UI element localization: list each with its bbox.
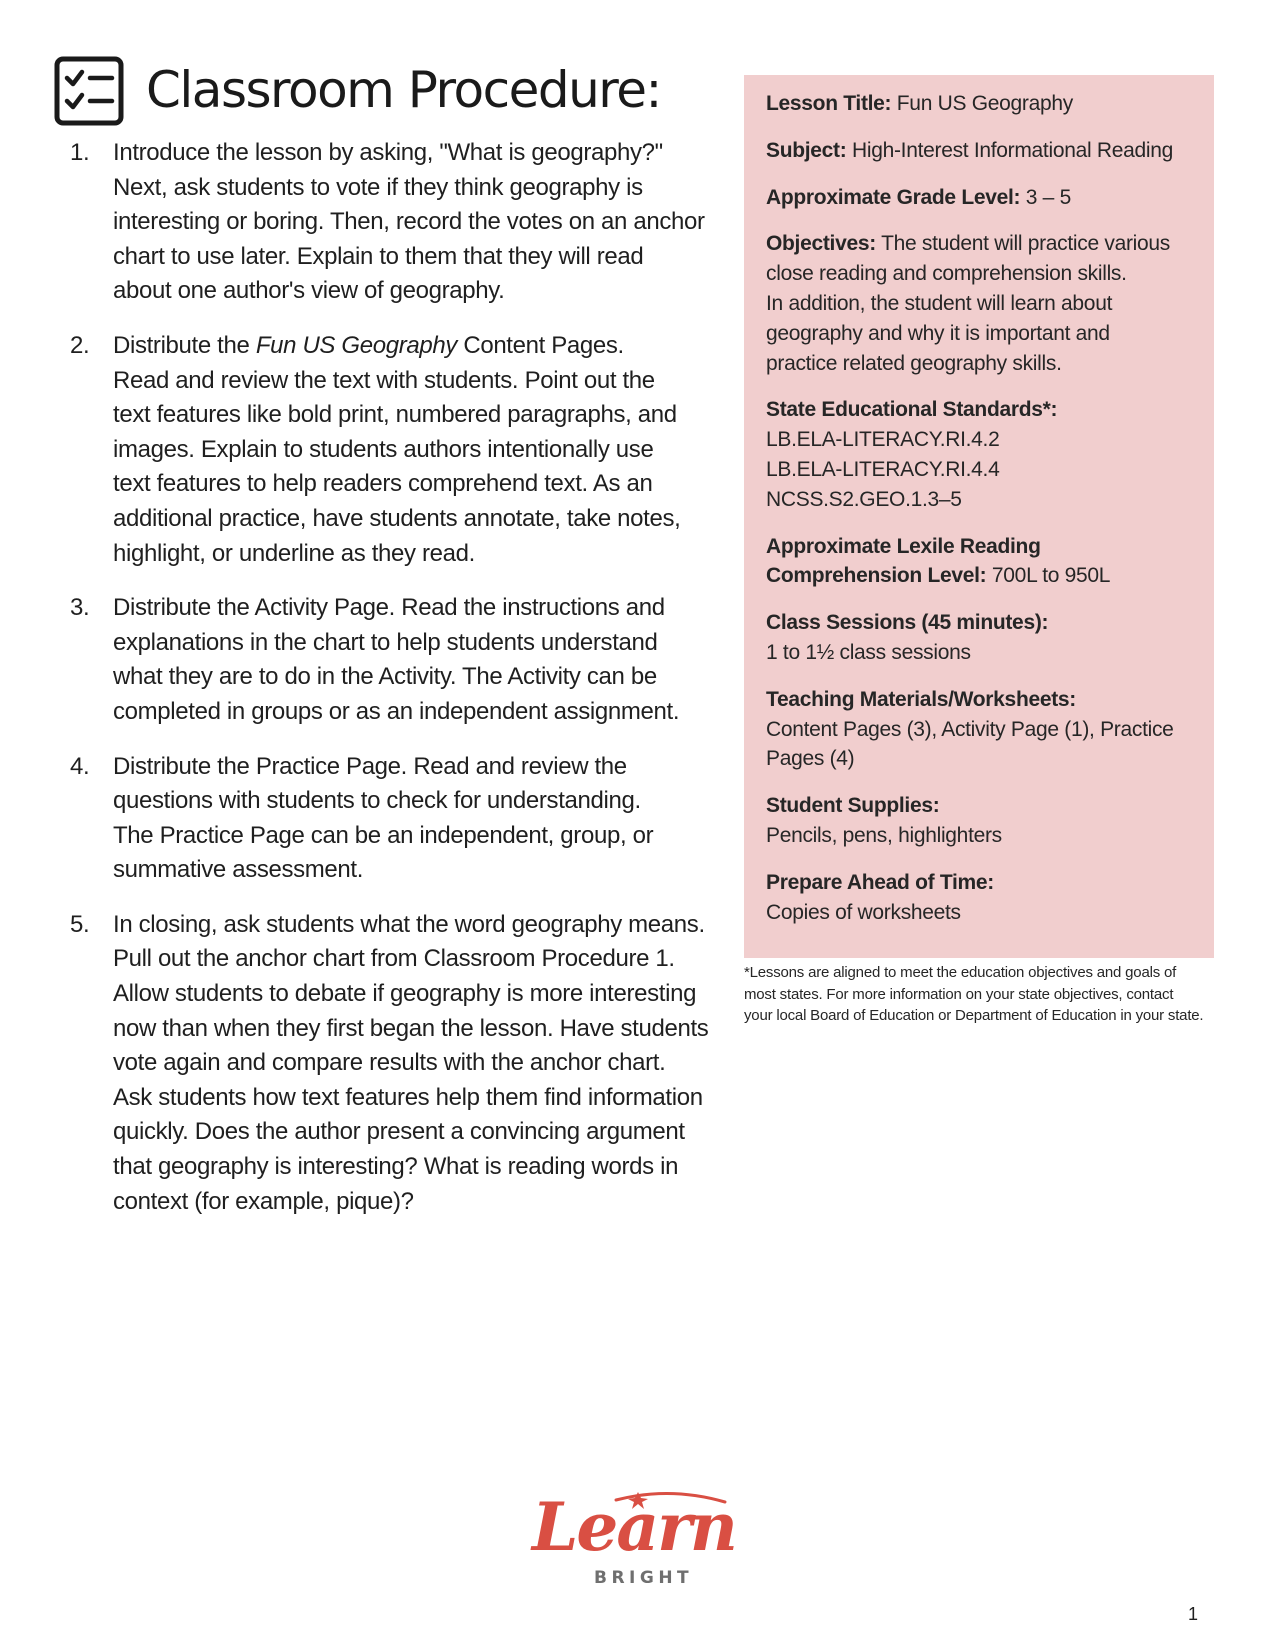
procedure-step-5 bbox=[70, 908, 720, 1219]
step-number: 2. bbox=[70, 331, 90, 359]
info-label: Comprehension Level: bbox=[766, 564, 987, 588]
info-label: Approximate Lexile Reading bbox=[766, 534, 1041, 558]
procedure-step-1 bbox=[70, 136, 720, 309]
info-value: 700L to 950L bbox=[986, 564, 1111, 588]
supplies-block bbox=[766, 791, 1202, 851]
step-line: images. Explain to students authors intentionally use bbox=[113, 435, 654, 463]
step-line: text features to help readers comprehend text. As an bbox=[113, 470, 653, 498]
step-line: Ask students how text features help them find information bbox=[113, 1083, 703, 1111]
step-line: vote again and compare results with the anchor chart. bbox=[113, 1049, 666, 1077]
lesson-title-block bbox=[766, 89, 1202, 119]
info-value: Pages (4) bbox=[766, 747, 855, 771]
step-text: Distribute the bbox=[113, 331, 256, 359]
step-line: context (for example, pique)? bbox=[113, 1187, 414, 1215]
procedure-step-3 bbox=[70, 591, 720, 729]
info-label: Approximate Grade Level: bbox=[766, 185, 1021, 209]
info-value: Copies of worksheets bbox=[766, 900, 961, 924]
info-value: Fun US Geography bbox=[891, 92, 1073, 115]
info-value: Content Pages (3), Activity Page (1), Practice bbox=[766, 717, 1174, 741]
materials-block bbox=[766, 685, 1202, 774]
step-line: Distribute the Activity Page. Read the instructions and bbox=[113, 594, 665, 622]
info-value: High-Interest Informational Reading bbox=[846, 138, 1173, 162]
info-label: Lesson Title: bbox=[766, 92, 892, 115]
step-line: interesting or boring. Then, record the votes on an anchor bbox=[113, 208, 705, 236]
grade-level-block bbox=[766, 183, 1202, 213]
info-value: geography and why it is important and bbox=[766, 321, 1110, 345]
standard-code: LB.ELA-LITERACY.RI.4.2 bbox=[766, 428, 1000, 452]
step-line: that geography is interesting? What is reading words in bbox=[113, 1153, 679, 1181]
lesson-title-italic: Fun US Geography bbox=[255, 331, 458, 359]
step-line: summative assessment. bbox=[113, 856, 364, 884]
step-line: Distribute the Practice Page. Read and review the bbox=[113, 752, 627, 780]
step-line: about one author's view of geography. bbox=[113, 277, 505, 305]
step-line: now than when they first began the lesson. Have students bbox=[113, 1014, 709, 1042]
step-line: The Practice Page can be an independent, group, or bbox=[113, 821, 654, 849]
info-value: close reading and comprehension skills. bbox=[766, 262, 1127, 286]
logo-subtext: BRIGHT bbox=[594, 1568, 694, 1588]
procedure-step-2 bbox=[70, 329, 720, 571]
info-label: Objectives: bbox=[766, 232, 876, 256]
footnote-line: your local Board of Education or Department of Education in your state. bbox=[744, 1007, 1204, 1024]
info-label: Teaching Materials/Worksheets: bbox=[766, 687, 1076, 711]
subject-block bbox=[766, 136, 1202, 166]
page-title: Classroom Procedure: bbox=[146, 61, 661, 119]
procedure-step-4 bbox=[70, 750, 720, 888]
step-line: additional practice, have students annotate, take notes, bbox=[113, 504, 681, 532]
step-line: what they are to do in the Activity. The Activity can be bbox=[113, 663, 657, 691]
step-line: text features like bold print, numbered paragraphs, and bbox=[113, 401, 677, 429]
info-value: In addition, the student will learn about bbox=[766, 291, 1113, 315]
step-number: 4. bbox=[70, 752, 90, 780]
info-label: Prepare Ahead of Time: bbox=[766, 870, 994, 894]
info-value: practice related geography skills. bbox=[766, 351, 1062, 375]
step-line: In closing, ask students what the word geography means. bbox=[113, 910, 705, 938]
step-number: 3. bbox=[70, 594, 90, 622]
standard-code: NCSS.S2.GEO.1.3–5 bbox=[766, 487, 962, 511]
step-line: explanations in the chart to help students understand bbox=[113, 628, 658, 656]
logo-wordmark: Learn bbox=[532, 1488, 736, 1566]
step-line: Pull out the anchor chart from Classroom Procedure 1. bbox=[113, 945, 675, 973]
info-label: Subject: bbox=[766, 138, 847, 162]
info-value: 3 – 5 bbox=[1020, 185, 1071, 209]
info-value: Pencils, pens, highlighters bbox=[766, 823, 1002, 847]
step-line: quickly. Does the author present a convincing argument bbox=[113, 1118, 685, 1146]
checklist-icon bbox=[54, 56, 124, 126]
step-line: completed in groups or as an independent assignment. bbox=[113, 697, 680, 725]
page-number: 1 bbox=[1188, 1604, 1199, 1624]
lesson-info-panel bbox=[744, 75, 1214, 958]
info-value: The student will practice various bbox=[875, 232, 1170, 256]
standard-code: LB.ELA-LITERACY.RI.4.4 bbox=[766, 457, 1000, 481]
step-line: chart to use later. Explain to them that they will read bbox=[113, 242, 644, 270]
info-label: Class Sessions (45 minutes): bbox=[766, 611, 1049, 635]
step-number: 5. bbox=[70, 910, 90, 938]
learn-bright-logo bbox=[520, 1488, 740, 1600]
step-line: questions with students to check for understanding. bbox=[113, 787, 641, 815]
step-line: Next, ask students to vote if they think geography is bbox=[113, 173, 643, 201]
info-label: Student Supplies: bbox=[766, 794, 940, 818]
info-label: State Educational Standards*: bbox=[766, 398, 1058, 422]
procedure-list bbox=[70, 136, 720, 1239]
prepare-block bbox=[766, 868, 1202, 928]
standards-block bbox=[766, 395, 1202, 514]
class-sessions-block bbox=[766, 608, 1202, 668]
step-line bbox=[113, 329, 720, 364]
step-line: Read and review the text with students. Point out the bbox=[113, 366, 655, 394]
step-line: highlight, or underline as they read. bbox=[113, 539, 475, 567]
footnote-line: most states. For more information on your state objectives, contact bbox=[744, 985, 1174, 1003]
step-line: Introduce the lesson by asking, "What is geography?" bbox=[113, 139, 663, 166]
footnote-line: *Lessons are aligned to meet the education objectives and goals of bbox=[744, 964, 1177, 981]
step-number: 1. bbox=[70, 139, 90, 166]
objectives-block bbox=[766, 229, 1202, 378]
step-line: Allow students to debate if geography is more interesting bbox=[113, 980, 697, 1008]
info-value: 1 to 1½ class sessions bbox=[766, 640, 971, 664]
lexile-block bbox=[766, 532, 1202, 592]
step-text: Content Pages. bbox=[457, 331, 624, 359]
standards-footnote bbox=[744, 962, 1244, 1027]
